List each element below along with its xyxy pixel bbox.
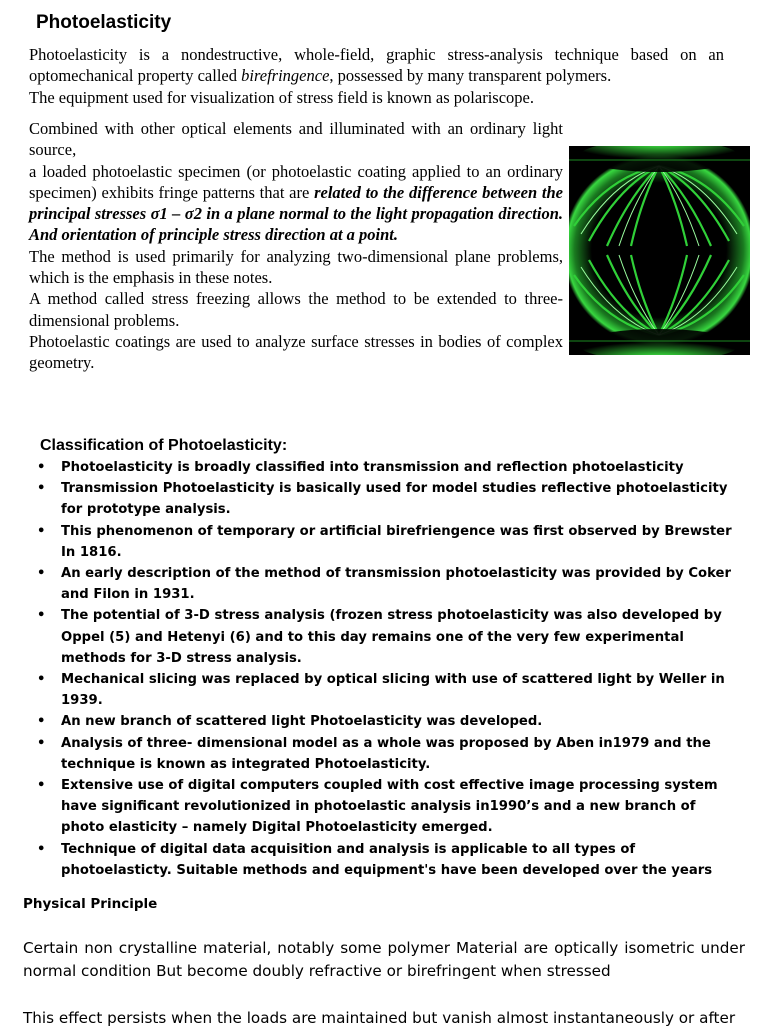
bullet-icon: • — [37, 672, 46, 688]
list-item-text: Photoelasticity is broadly classified into transmission and reflection photoelasticity — [61, 460, 684, 475]
intro-line-1 — [29, 44, 724, 87]
list-item — [37, 478, 737, 520]
bullet-icon: • — [37, 481, 46, 497]
classification-list — [37, 457, 737, 881]
description-p1-b — [29, 161, 563, 246]
physical-principle-p1: Certain non crystalline material, notably some polymer Material are optically isometric under normal condition But become doubly refractive or birefringent when stressed — [23, 939, 745, 980]
intro-text-end: , possessed by many transparent polymers. — [329, 66, 612, 86]
description-p4: Photoelastic coatings are used to analyze surface stresses in bodies of complex geometry. — [29, 331, 563, 373]
intro-paragraph — [29, 44, 724, 108]
physical-principle-p2: This effect persists when the loads are maintained but vanish almost instantaneously or after — [23, 1009, 736, 1027]
bullet-icon: • — [37, 714, 46, 730]
list-item-text: Mechanical slicing was replaced by optical slicing with use of scattered light by Weller in 1939. — [61, 672, 725, 709]
bullet-icon: • — [37, 735, 46, 751]
list-item — [37, 775, 737, 839]
list-item-text: The potential of 3-D stress analysis (frozen stress photoelasticity was also developed by Oppel (5) and Hetenyi (6) and to this day remains one of the very few experimental methods for 3-D stress analysis. — [61, 608, 722, 666]
list-item — [37, 605, 737, 669]
list-item — [37, 563, 737, 605]
principal-stress-text: related to the difference between the principal stresses σ1 – σ2 in a plane normal to the light propagation direction. And orientation of principle stress direction at a point. — [29, 182, 563, 245]
list-item — [37, 457, 737, 478]
description-p1-a: Combined with other optical elements and illuminated with an ordinary light source, — [29, 119, 563, 160]
birefringence-term: birefringence — [241, 66, 330, 86]
description-column — [29, 118, 563, 374]
list-item-text: Analysis of three- dimensional model as a whole was proposed by Aben in1979 and the technique is known as integrated Photoelasticity. — [61, 735, 711, 772]
fringe-pattern-svg — [569, 146, 750, 355]
bullet-icon: • — [37, 608, 46, 624]
list-item-text: An new branch of scattered light Photoelasticity was developed. — [61, 714, 543, 730]
list-item — [37, 839, 737, 881]
description-p3: A method called stress freezing allows the method to be extended to three-dimensional problems. — [29, 289, 563, 330]
list-item — [37, 521, 737, 563]
description-text: a loaded photoelastic specimen (or photoelastic coating applied to an ordinary specimen) exhibits fringe patterns that are — [29, 161, 563, 202]
page-title: Photoelasticity — [36, 12, 172, 33]
bullet-icon: • — [37, 566, 46, 582]
list-item — [37, 711, 737, 732]
fringe-pattern-image — [569, 146, 750, 355]
classification-heading: Classification of Photoelasticity: — [40, 437, 288, 454]
bullet-icon: • — [37, 841, 46, 857]
intro-text: Photoelasticity is a nondestructive, whole-field, graphic stress-analysis technique based on an optomechanical property called — [29, 45, 724, 86]
list-item-text: Extensive use of digital computers coupled with cost effective image processing system have significant revolutionized in photoelastic analysis in1990’s and a new branch of photo elasticity – namely Digital Photoelasticity emerged. — [61, 778, 718, 836]
list-item-text: This phenomenon of temporary or artificial birefriengence was first observed by Brewster In 1816. — [61, 523, 732, 560]
description-p2: The method is used primarily for analyzing two-dimensional plane problems, which is the emphasis in these notes. — [29, 246, 563, 288]
list-item — [37, 669, 737, 711]
physical-principle-heading: Physical Principle — [23, 896, 158, 912]
list-item — [37, 733, 737, 775]
list-item-text: Transmission Photoelasticity is basically used for model studies reflective photoelasticity for prototype analysis. — [61, 481, 728, 518]
bullet-icon: • — [37, 778, 46, 794]
list-item-text: An early description of the method of transmission photoelasticity was provided by Coker and Filon in 1931. — [61, 566, 731, 603]
list-item-text: Technique of digital data acquisition and analysis is applicable to all types of photoelasticty. Suitable methods and equipment's have been developed over the years — [61, 841, 713, 878]
bullet-icon: • — [37, 460, 46, 475]
intro-line-2: The equipment used for visualization of stress field is known as polariscope. — [29, 87, 534, 107]
bullet-icon: • — [37, 523, 46, 539]
